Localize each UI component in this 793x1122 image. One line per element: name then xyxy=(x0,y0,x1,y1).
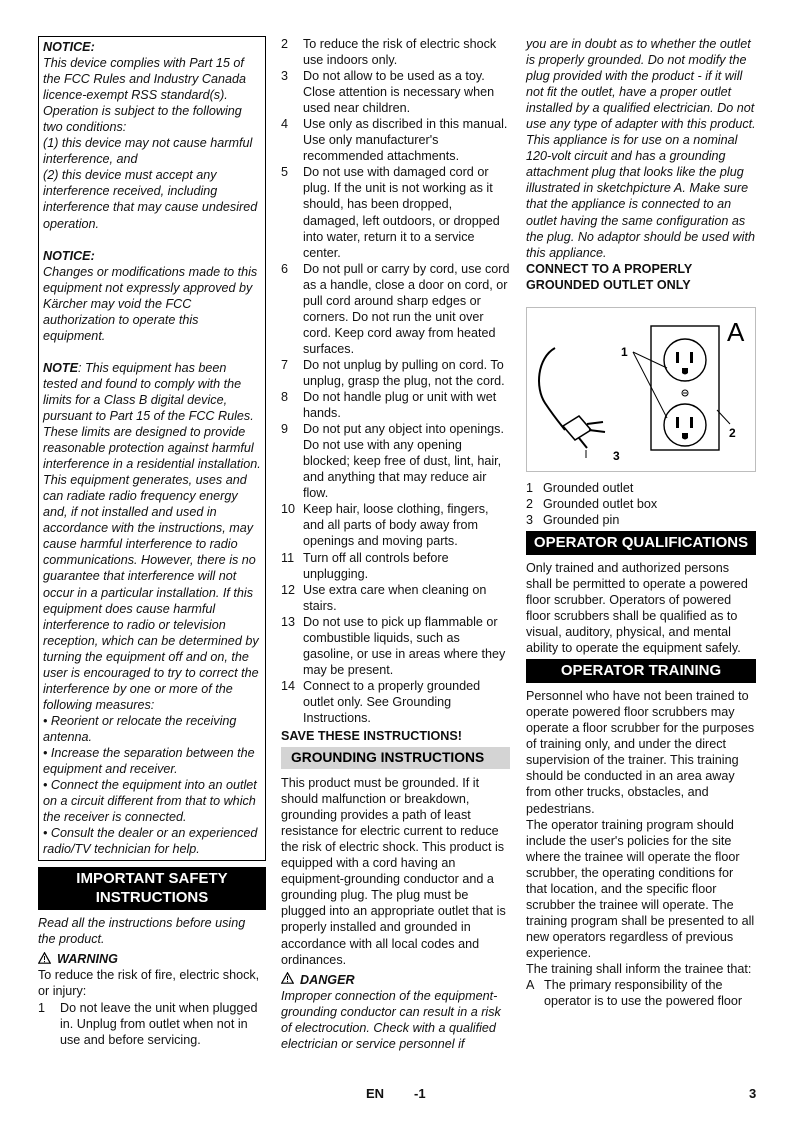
grounding-body: This product must be grounded. If it should malfunction or breakdown, grounding provides a path of least resistance for electric current to reduce the risk of electric shock. This product is equipped with a cord having an equipment-grounding conductor and a grounding plug. The plug must be plugged into an appropriate outlet that is properly installed and grounded in accordance with all local codes and ordinances. xyxy=(281,776,506,967)
column-left xyxy=(38,36,266,1048)
notice2-title: NOTICE: xyxy=(43,248,95,263)
measure-item: • Increase the separation between the equipment and receiver. xyxy=(43,745,255,777)
training-para-2: The operator training program should include the user's policies for the site where the trainee will operate the floor scrubber, the operating conditions for that location, and the specific floor scrubber the trainee will operate. The training program shall be presented to all new operators regardless of previous experience. xyxy=(526,817,755,960)
footer-language: EN xyxy=(366,1086,385,1101)
training-para-3: The training shall inform the trainee that: xyxy=(526,961,752,976)
safety-item: 4 Use only as discribed in this manual. Use only manufacturer's recommended attachments. xyxy=(281,117,508,164)
connect-grounded-outlet: CONNECT TO A PROPERLY GROUNDED OUTLET ONLY xyxy=(526,261,693,292)
warning-label-row xyxy=(38,951,266,967)
footer-page-number: 3 xyxy=(749,1086,757,1101)
measure-item: • Connect the equipment into an outlet on a circuit different from that to which the receiver is connected. xyxy=(43,778,257,825)
danger-label: DANGER xyxy=(300,972,355,987)
measure-item: • Consult the dealer or an experienced radio/TV technician for help. xyxy=(43,826,258,857)
notice1-body: This device complies with Part 15 of the FCC Rules and Industry Canada licence-exempt RSS standard(s). Operation is subject to the following two conditions: xyxy=(43,56,247,135)
safety-item: 5 Do not use with damaged cord or plug. If the unit is not working as it should, has been dropped, damaged, left outdoors, or dropped into water, return it to a service center. xyxy=(281,165,500,260)
safety-item: 7 Do not unplug by pulling on cord. To unplug, grasp the plug, not the cord. xyxy=(281,357,505,388)
safety-item: 13 Do not use to pick up flammable or combustible liquids, such as gasoline, or use in areas where they may be present. xyxy=(281,614,506,677)
safety-item: 10 Keep hair, loose clothing, fingers, and all parts of body away from openings and moving parts. xyxy=(281,502,489,549)
safety-item: 12 Use extra care when cleaning on stairs. xyxy=(281,582,487,613)
column-middle xyxy=(281,36,510,1052)
callout-1: 1 xyxy=(621,344,628,359)
safety-list-part2 xyxy=(281,36,510,726)
notice2-body: Changes or modifications made to this equipment not expressly approved by Kärcher may void the FCC authorization to operate this equipment. xyxy=(43,264,258,343)
training-item-a: A The primary responsibility of the operator is to use the powered floor xyxy=(526,978,743,1009)
callout-2: 2 xyxy=(729,425,736,440)
legend-item: 1 Grounded outlet xyxy=(526,480,634,495)
operator-training-heading: OPERATOR TRAINING xyxy=(526,659,756,683)
notice1-title: NOTICE: xyxy=(43,40,95,54)
warning-triangle-icon xyxy=(38,952,51,967)
legend-item: 3 Grounded pin xyxy=(526,512,620,527)
warning-triangle-icon xyxy=(281,972,294,987)
figure-letter: A xyxy=(727,316,745,347)
danger-text-part2: you are in doubt as to whether the outlet is properly grounded. Do not modify the plug provided with the product - if it will not fit the outlet, have a proper outlet installed by a qualified electrician. Do not use any type of adapter with this product. xyxy=(526,37,756,132)
warning-text: To reduce the risk of fire, electric shock, or injury: xyxy=(38,968,260,999)
important-safety-heading: IMPORTANT SAFETY INSTRUCTIONS xyxy=(38,867,266,910)
safety-item: 14 Connect to a properly grounded outlet only. See Grounding Instructions. xyxy=(281,678,481,725)
grounding-heading: GROUNDING INSTRUCTIONS xyxy=(281,747,510,769)
safety-item: 2 To reduce the risk of electric shock use indoors only. xyxy=(281,37,497,68)
plug-outlet-illustration xyxy=(527,308,757,471)
fcc-notice-box xyxy=(38,36,266,861)
safety-item: 1 Do not leave the unit when plugged in. Unplug from outlet when not in use and before servicing. xyxy=(38,1000,258,1047)
notice1-condition-2: (2) this device must accept any interference received, including interference that may cause undesired operation. xyxy=(43,168,258,231)
safety-item: 9 Do not put any object into openings. Do not use with any opening blocked; keep free of dust, lint, hair, and anything that may reduce air flow. xyxy=(281,422,504,501)
safety-item: 8 Do not handle plug or unit with wet hands. xyxy=(281,390,497,421)
warning-label: WARNING xyxy=(57,952,118,967)
measure-item: • Reorient or relocate the receiving antenna. xyxy=(43,713,237,744)
danger-label-row xyxy=(281,972,510,988)
danger-text-part1: Improper connection of the equipment-grounding conductor can result in a risk of electrocution. Check with a qualified electrician or service personnel if xyxy=(281,988,501,1051)
qualifications-body: Only trained and authorized persons shall be permitted to operate a powered floor scrubber. Operators of powered floor scrubbers shall be qualified as to visual, auditory, physical, and mental ability to operate the equipment safely. xyxy=(526,560,748,656)
figure-legend xyxy=(526,480,756,528)
note-body: : This equipment has been tested and found to comply with the limits for a Class B digital device, pursuant to Part 15 of the FCC Rules. These limits are designed to provide reasonable protection against harmful interference in a residential installation. This equipment generates, uses and can radiate radio frequency energy and, if not installed and used in accordance with the instructions, may cause harmful interference to radio communications. However, there is no guarantee that interference will not occur in a particular installation. If this equipment does cause harmful interference to radio or television reception, which can be determined by turning the equipment off and on, the user is encouraged to try to correct the interference by one or more of the following measures: xyxy=(43,360,261,712)
safety-item: 3 Do not allow to be used as a toy. Close attention is necessary when used near children. xyxy=(281,69,495,116)
column-right xyxy=(526,36,756,1009)
operator-qualifications-heading: OPERATOR QUALIFICATIONS xyxy=(526,531,756,555)
safety-item: 11 Turn off all controls before unplugging. xyxy=(281,550,449,581)
footer-page-marker: -1 xyxy=(414,1086,426,1101)
grounded-plug-figure xyxy=(526,307,756,472)
safety-item: 6 Do not pull or carry by cord, use cord as a handle, close a door on cord, or pull cord around sharp edges or corners. Do not run the unit over cord. Keep cord away from heated surfaces. xyxy=(281,261,510,356)
safety-list-part1 xyxy=(38,1000,266,1048)
save-instructions: SAVE THESE INSTRUCTIONS! xyxy=(281,729,462,744)
legend-item: 2 Grounded outlet box xyxy=(526,496,658,511)
notice1-condition-1: (1) this device may not cause harmful interference, and xyxy=(43,136,253,167)
callout-3: 3 xyxy=(613,448,620,463)
nominal-voltage-text: This appliance is for use on a nominal 120-volt circuit and has a grounding attachment plug that looks like the plug illustrated in sketchpicture A. Make sure that the appliance is connected to an outlet having the same configuration as the plug. No adaptor should be used with this appliance. xyxy=(526,133,755,260)
fcc-note xyxy=(43,360,262,713)
note-title: NOTE xyxy=(43,360,78,375)
training-para-1: Personnel who have not been trained to operate powered floor scrubbers may operate a floor scrubber for the purposes of training only, and under the direct supervision of the trainer. This training should be conducted in an area away from other trucks, obstacles, and pedestrians. xyxy=(526,689,755,816)
safety-intro: Read all the instructions before using the product. xyxy=(38,916,246,947)
